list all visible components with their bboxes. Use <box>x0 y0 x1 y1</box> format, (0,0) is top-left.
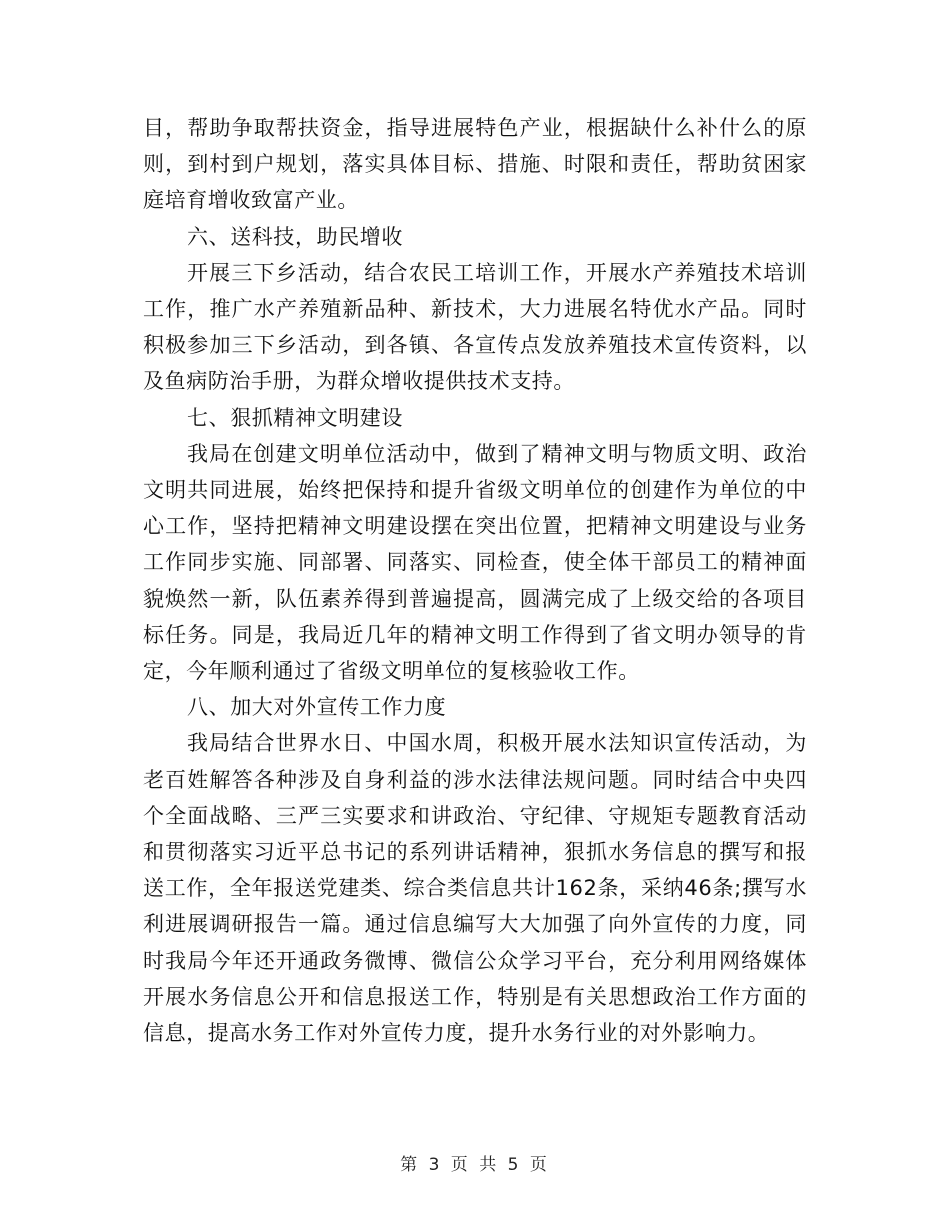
paragraph-technology: 开展三下乡活动，结合农民工培训工作，开展水产养殖技术培训工作，推广水产养殖新品种、新技术，大力进展名特优水产品。同时积极参加三下乡活动，到各镇、各宣传点发放养殖技术宣传资料，以及鱼病防治手册，为群众增收提供技术支持。 <box>143 260 807 394</box>
paragraph-publicity: 我局结合世界水日、中国水周，积极开展水法知识宣传活动，为老百姓解答各种涉及自身利益的涉水法律法规问题。同时结合中央四个全面战略、三严三实要求和讲政治、守纪律、守规矩专题教育活动和贯彻落实习近平总书记的系列讲话精神，狠抓水务信息的撰写和报送工作，全年报送党建类、综合类信息共计162条，采纳46条;撰写水利进展调研报告一篇。通过信息编写大大加强了向外宣传的力度，同时我局今年还开通政务微博、微信公众学习平台，充分利用网络媒体开展水务信息公开和信息报送工作，特别是有关思想政治工作方面的信息，提高水务工作对外宣传力度，提升水务行业的对外影响力。 <box>143 731 807 1046</box>
document-body <box>143 110 807 1051</box>
section-heading-7: 七、狠抓精神文明建设 <box>187 405 403 430</box>
section-heading-6: 六、送科技，助民增收 <box>187 224 403 249</box>
paragraph-continuation: 目，帮助争取帮扶资金，指导进展特色产业，根据缺什么补什么的原则，到村到户规划，落实具体目标、措施、时限和责任，帮助贫困家庭培育增收致富产业。 <box>143 116 807 213</box>
paragraph-civilization: 我局在创建文明单位活动中，做到了精神文明与物质文明、政治文明共同进展，始终把保持和提升省级文明单位的创建作为单位的中心工作，坚持把精神文明建设摆在突出位置，把精神文明建设与业务工作同步实施、同部署、同落实、同检查，使全体干部员工的精神面貌焕然一新，队伍素养得到普遍提高，圆满完成了上级交给的各项目标任务。同是，我局近几年的精神文明工作得到了省文明办领导的肯定，今年顺利通过了省级文明单位的复核验收工作。 <box>143 441 807 684</box>
section-heading-8: 八、加大对外宣传工作力度 <box>187 695 447 720</box>
page-number-footer: 第 3 页 共 5 页 <box>400 1155 550 1175</box>
